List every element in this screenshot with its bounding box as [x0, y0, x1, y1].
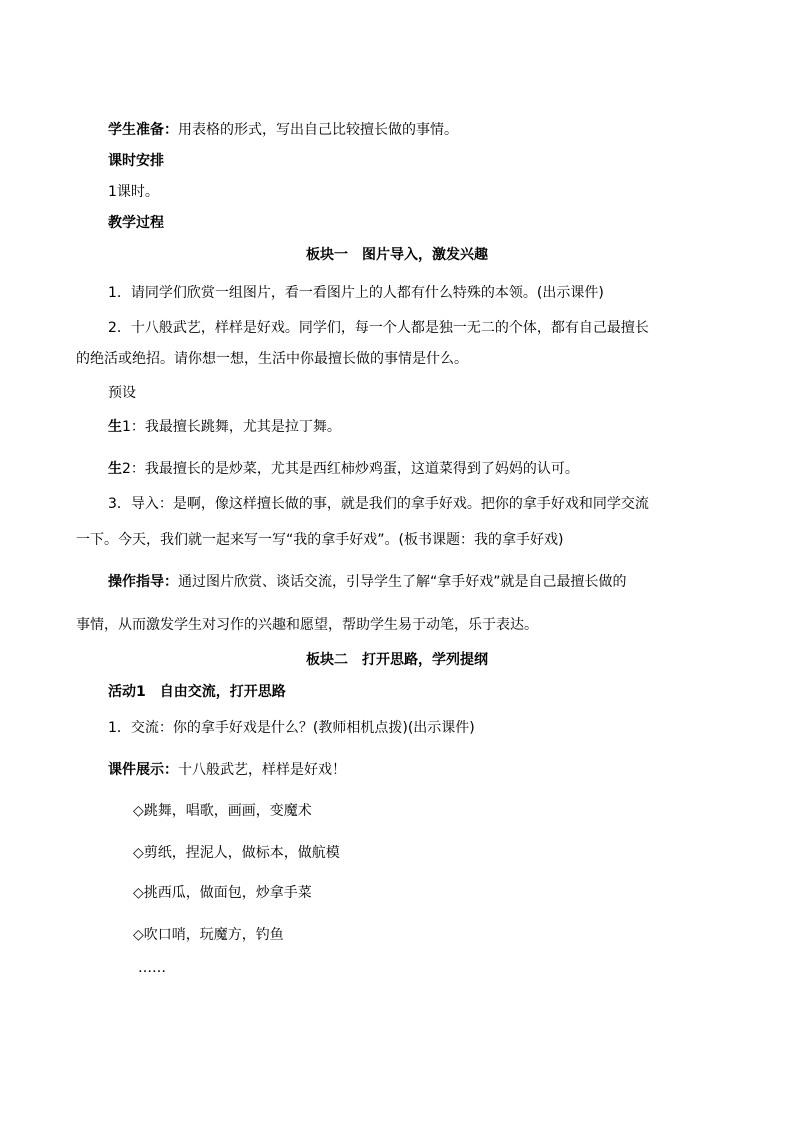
- guide-label: 操作指导：: [108, 574, 178, 590]
- student-prep-text: 用表格的形式，写出自己比较擅长做的事情。: [178, 122, 458, 138]
- list-item: ◇挑西瓜，做面包，炒拿手菜: [133, 885, 312, 901]
- student2-text: 2：我最擅长的是炒菜，尤其是西红柿炒鸡蛋，这道菜得到了妈妈的认可。: [122, 461, 579, 477]
- courseware-text: 十八般武艺，样样是好戏！: [178, 762, 346, 778]
- student2-label: 生: [108, 461, 122, 477]
- block1-item3-line1: 3．导入：是啊，像这样擅长做的事，就是我们的拿手好戏。把你的拿手好戏和同学交流: [108, 496, 649, 512]
- student-prep-label: 学生准备：: [108, 122, 178, 138]
- courseware-label: 课件展示：: [108, 762, 178, 778]
- ellipsis: ……: [138, 960, 166, 976]
- list-item: ◇吹口哨，玩魔方，钓鱼: [133, 927, 284, 943]
- guide-line1: [108, 572, 627, 592]
- student1-line: [108, 417, 341, 437]
- block1-item2-line2: 的绝活或绝招。请你想一想，生活中你最擅长做的事情是什么。: [76, 351, 468, 367]
- student-prep-line: [108, 120, 458, 140]
- list-item: ◇剪纸，捏泥人，做标本，做航模: [133, 845, 340, 861]
- student1-label: 生: [108, 419, 122, 435]
- schedule-heading: 课时安排: [108, 153, 164, 169]
- guide-line2: 事情，从而激发学生对习作的兴趣和愿望，帮助学生易于动笔，乐于表达。: [76, 617, 538, 633]
- courseware-line: [108, 760, 346, 780]
- block1-title: 板块一 图片导入，激发兴趣: [306, 247, 488, 263]
- preset-label: 预设: [108, 385, 136, 401]
- list-item: ◇跳舞，唱歌，画画，变魔术: [133, 803, 312, 819]
- student2-line: [108, 459, 579, 479]
- block1-item2-line1: 2．十八般武艺，样样是好戏。同学们，每一个人都是独一无二的个体，都有自己最擅长: [108, 320, 649, 336]
- student1-text: 1：我最擅长跳舞，尤其是拉丁舞。: [122, 419, 341, 435]
- block1-item1: 1．请同学们欣赏一组图片，看一看图片上的人都有什么特殊的本领。(出示课件): [108, 285, 604, 301]
- block2-item1: 1．交流：你的拿手好戏是什么？(教师相机点拨)(出示课件): [108, 720, 475, 736]
- teaching-process-heading: 教学过程: [108, 215, 164, 231]
- activity1-heading: 活动1 自由交流，打开思路: [108, 684, 286, 700]
- block1-item3-line2: 一下。今天，我们就一起来写一写“我的拿手好戏”。(板书课题：我的拿手好戏): [76, 532, 564, 548]
- guide-text-1: 通过图片欣赏、谈话交流，引导学生了解“拿手好戏”就是自己最擅长做的: [178, 574, 627, 590]
- block2-title: 板块二 打开思路，学列提纲: [306, 652, 488, 668]
- schedule-text: 1课时。: [108, 184, 159, 200]
